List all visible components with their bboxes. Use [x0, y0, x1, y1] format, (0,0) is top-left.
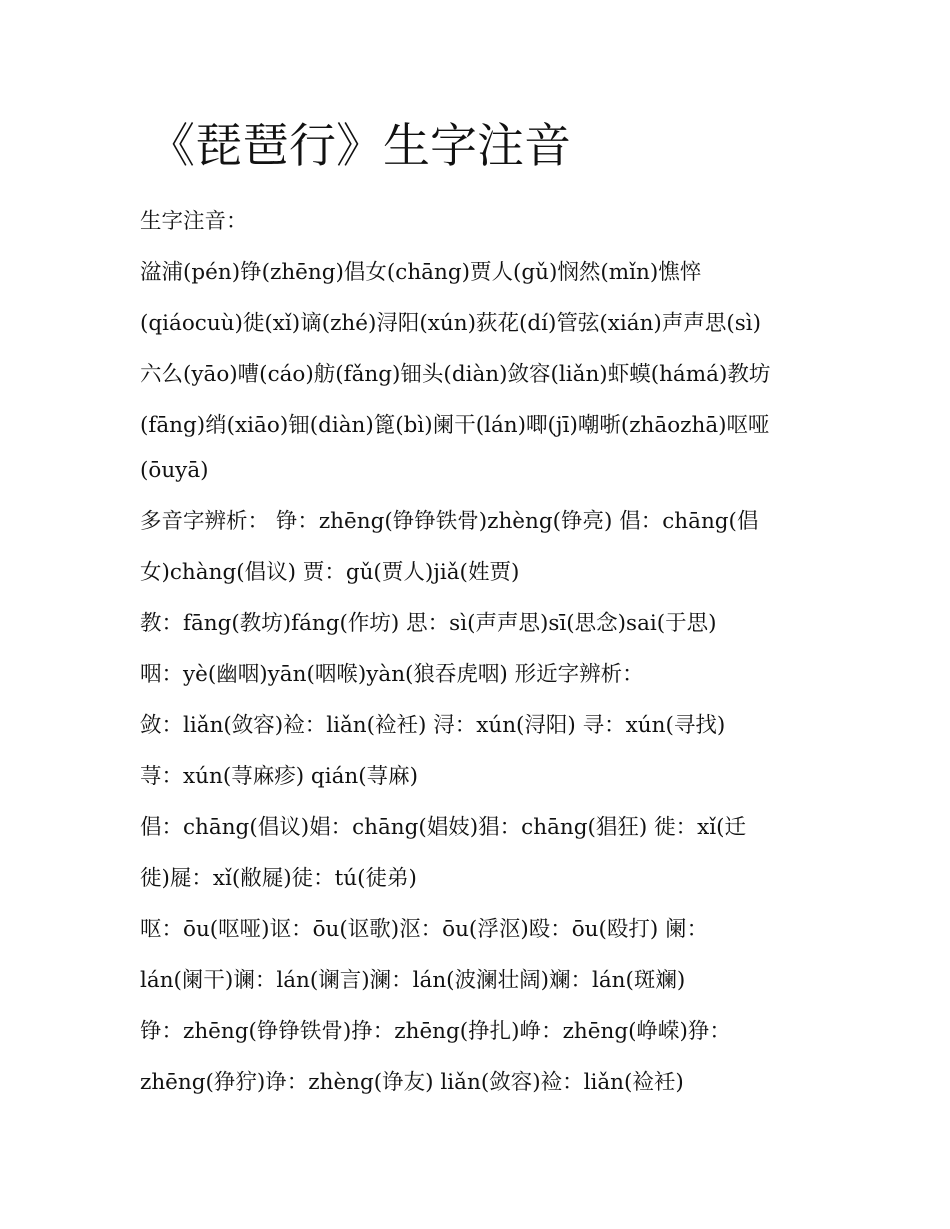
- text-line: 徙)屣：xǐ(敝屣)徒：tú(徒弟): [140, 866, 417, 891]
- text-line: 教：fāng(教坊)fáng(作坊) 思：sì(声声思)sī(思念)sai(于思): [140, 611, 717, 636]
- document-title: 《琵琶行》生字注音: [148, 119, 571, 174]
- text-line: lán(阑干)谰：lán(谰言)澜：lán(波澜壮阔)斓：lán(斑斓): [140, 968, 686, 993]
- text-line: 荨：xún(荨麻疹) qián(荨麻): [140, 764, 419, 789]
- text-line: 女)chàng(倡议) 贾：gǔ(贾人)jiǎ(姓贾): [140, 560, 520, 585]
- text-line: (fāng)绡(xiāo)钿(diàn)篦(bì)阑干(lán)唧(jī)嘲哳(zhāozhā)呕哑: [140, 413, 770, 438]
- text-line: 倡：chāng(倡议)娼：chāng(娼妓)猖：chāng(猖狂) 徙：xǐ(迁: [140, 815, 747, 840]
- text-line: 咽：yè(幽咽)yān(咽喉)yàn(狼吞虎咽) 形近字辨析：: [140, 662, 644, 687]
- text-line: 敛：liǎn(敛容)裣：liǎn(裣衽) 浔：xún(浔阳) 寻：xún(寻找): [140, 713, 726, 738]
- section-heading-annotations: 生字注音：: [140, 209, 248, 234]
- text-line: 湓浦(pén)铮(zhēng)倡女(chāng)贾人(gǔ)悯然(mǐn)憔悴: [140, 260, 702, 285]
- text-line: 六么(yāo)嘈(cáo)舫(fǎng)钿头(diàn)敛容(liǎn)虾蟆(hámá)教坊: [140, 362, 771, 387]
- text-line: 铮：zhēng(铮铮铁骨)挣：zhēng(挣扎)峥：zhēng(峥嵘)狰：: [140, 1019, 731, 1044]
- section-polyphonic: 多音字辨析： 铮：zhēng(铮铮铁骨)zhèng(铮亮) 倡：chāng(倡: [140, 509, 759, 534]
- text-line: zhēng(狰狞)诤：zhèng(诤友) liǎn(敛容)裣：liǎn(裣衽): [140, 1070, 684, 1095]
- text-line: 呕：ōu(呕哑)讴：ōu(讴歌)沤：ōu(浮沤)殴：ōu(殴打) 阑：: [140, 917, 709, 942]
- text-line: (qiáocuù)徙(xǐ)谪(zhé)浔阳(xún)荻花(dí)管弦(xián)声声思(sì): [140, 311, 762, 336]
- text-line: (ōuyā): [140, 458, 209, 483]
- document-body: [140, 201, 820, 1096]
